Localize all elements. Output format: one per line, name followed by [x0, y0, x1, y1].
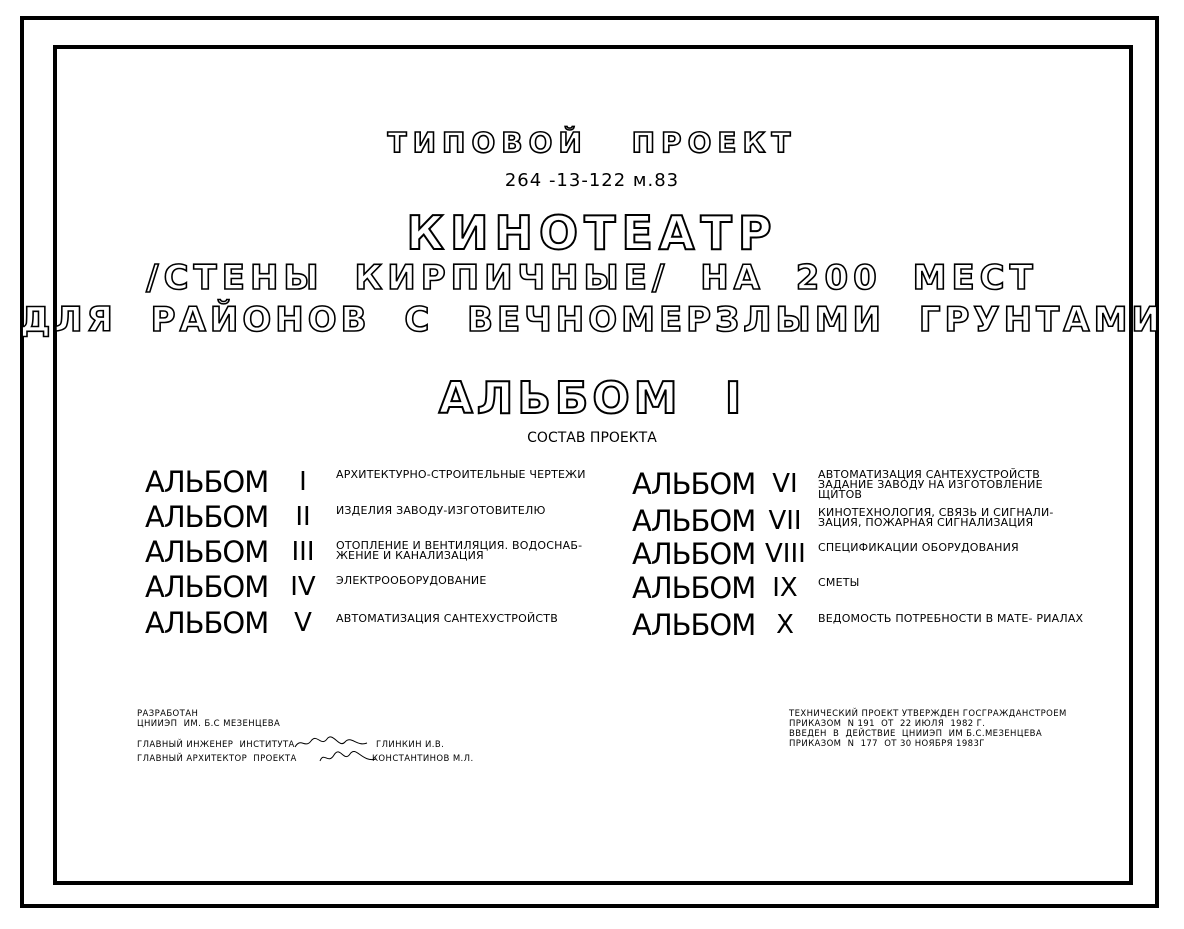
album-description: ОТОПЛЕНИЕ И ВЕНТИЛЯЦИЯ. ВОДОСНАБ- ЖЕНИЕ И КАНАЛИЗАЦИЯ — [336, 539, 583, 562]
album-description: АВТОМАТИЗАЦИЯ САНТЕХУСТРОЙСТВ ЗАДАНИЕ ЗАВОДУ НА ИЗГОТОВЛЕНИЕ ЩИТОВ — [818, 468, 1043, 501]
album-numeral: IV — [290, 572, 316, 602]
composition-heading: СОСТАВ ПРОЕКТА — [527, 430, 657, 446]
album-numeral: VII — [768, 506, 802, 536]
album-numeral: X — [776, 610, 794, 640]
album-numeral: VIII — [765, 539, 806, 569]
album-description: АВТОМАТИЗАЦИЯ САНТЕХУСТРОЙСТВ — [336, 612, 558, 625]
album-label: АЛЬБОМ — [632, 608, 756, 642]
album-label: АЛЬБОМ — [145, 500, 269, 534]
album-numeral: I — [299, 467, 307, 497]
album-heading: АЛЬБОМ I — [438, 373, 746, 424]
album-description: АРХИТЕКТУРНО-СТРОИТЕЛЬНЫЕ ЧЕРТЕЖИ — [336, 468, 586, 481]
project-number: 264 -13-122 м.83 — [504, 170, 680, 191]
approval-note: ТЕХНИЧЕСКИЙ ПРОЕКТ УТВЕРЖДЕН ГОСГРАЖДАНСТРОЕМ ПРИКАЗОМ N 191 ОТ 22 ИЮЛЯ 1982 Г. ВВЕДЕН В ДЕЙСТВИЕ ЦНИИЭП ИМ Б.С.МЕЗЕНЦЕВА ПРИКАЗОМ N 177 ОТ 30 НОЯБРЯ 1983Г — [789, 709, 1067, 749]
chief-engineer-label: ГЛАВНЫЙ ИНЖЕНЕР ИНСТИТУТА — [137, 740, 295, 750]
album-label: АЛЬБОМ — [632, 467, 756, 501]
album-description: КИНОТЕХНОЛОГИЯ, СВЯЗЬ И СИГНАЛИ- ЗАЦИЯ, ПОЖАРНАЯ СИГНАЛИЗАЦИЯ — [818, 506, 1054, 529]
album-label: АЛЬБОМ — [145, 535, 269, 569]
album-label: АЛЬБОМ — [632, 504, 756, 538]
album-label: АЛЬБОМ — [632, 537, 756, 571]
chief-architect-label: ГЛАВНЫЙ АРХИТЕКТОР ПРОЕКТА — [137, 754, 297, 764]
subtitle-line-2: ДЛЯ РАЙОНОВ С ВЕЧНОМЕРЗЛЫМИ ГРУНТАМИ — [20, 300, 1164, 340]
album-description: СМЕТЫ — [818, 576, 860, 589]
album-numeral: V — [294, 608, 312, 638]
chief-engineer-name: ГЛИНКИН И.В. — [376, 740, 445, 750]
subtitle-line-1: /СТЕНЫ КИРПИЧНЫЕ/ НА 200 МЕСТ — [146, 258, 1038, 298]
album-label: АЛЬБОМ — [145, 606, 269, 640]
album-numeral: VI — [772, 469, 798, 499]
album-label: АЛЬБОМ — [145, 570, 269, 604]
album-description: ИЗДЕЛИЯ ЗАВОДУ-ИЗГОТОВИТЕЛЮ — [336, 504, 546, 517]
chief-architect-name: КОНСТАНТИНОВ М.Л. — [372, 754, 474, 764]
album-numeral: III — [291, 537, 315, 567]
album-label: АЛЬБОМ — [632, 571, 756, 605]
project-type: ТИПОВОЙ ПРОЕКТ — [387, 126, 797, 159]
document-title: КИНОТЕАТР — [406, 206, 778, 260]
album-label: АЛЬБОМ — [145, 465, 269, 499]
album-description: ВЕДОМОСТЬ ПОТРЕБНОСТИ В МАТЕ- РИАЛАХ — [818, 612, 1084, 625]
chief-architect-signature — [318, 749, 378, 770]
album-description: СПЕЦИФИКАЦИИ ОБОРУДОВАНИЯ — [818, 541, 1019, 554]
developed-by: РАЗРАБОТАН ЦНИИЭП ИМ. Б.С МЕЗЕНЦЕВА — [137, 709, 281, 729]
album-numeral: II — [295, 502, 311, 532]
album-description: ЭЛЕКТРООБОРУДОВАНИЕ — [336, 574, 487, 587]
album-numeral: IX — [772, 573, 798, 603]
